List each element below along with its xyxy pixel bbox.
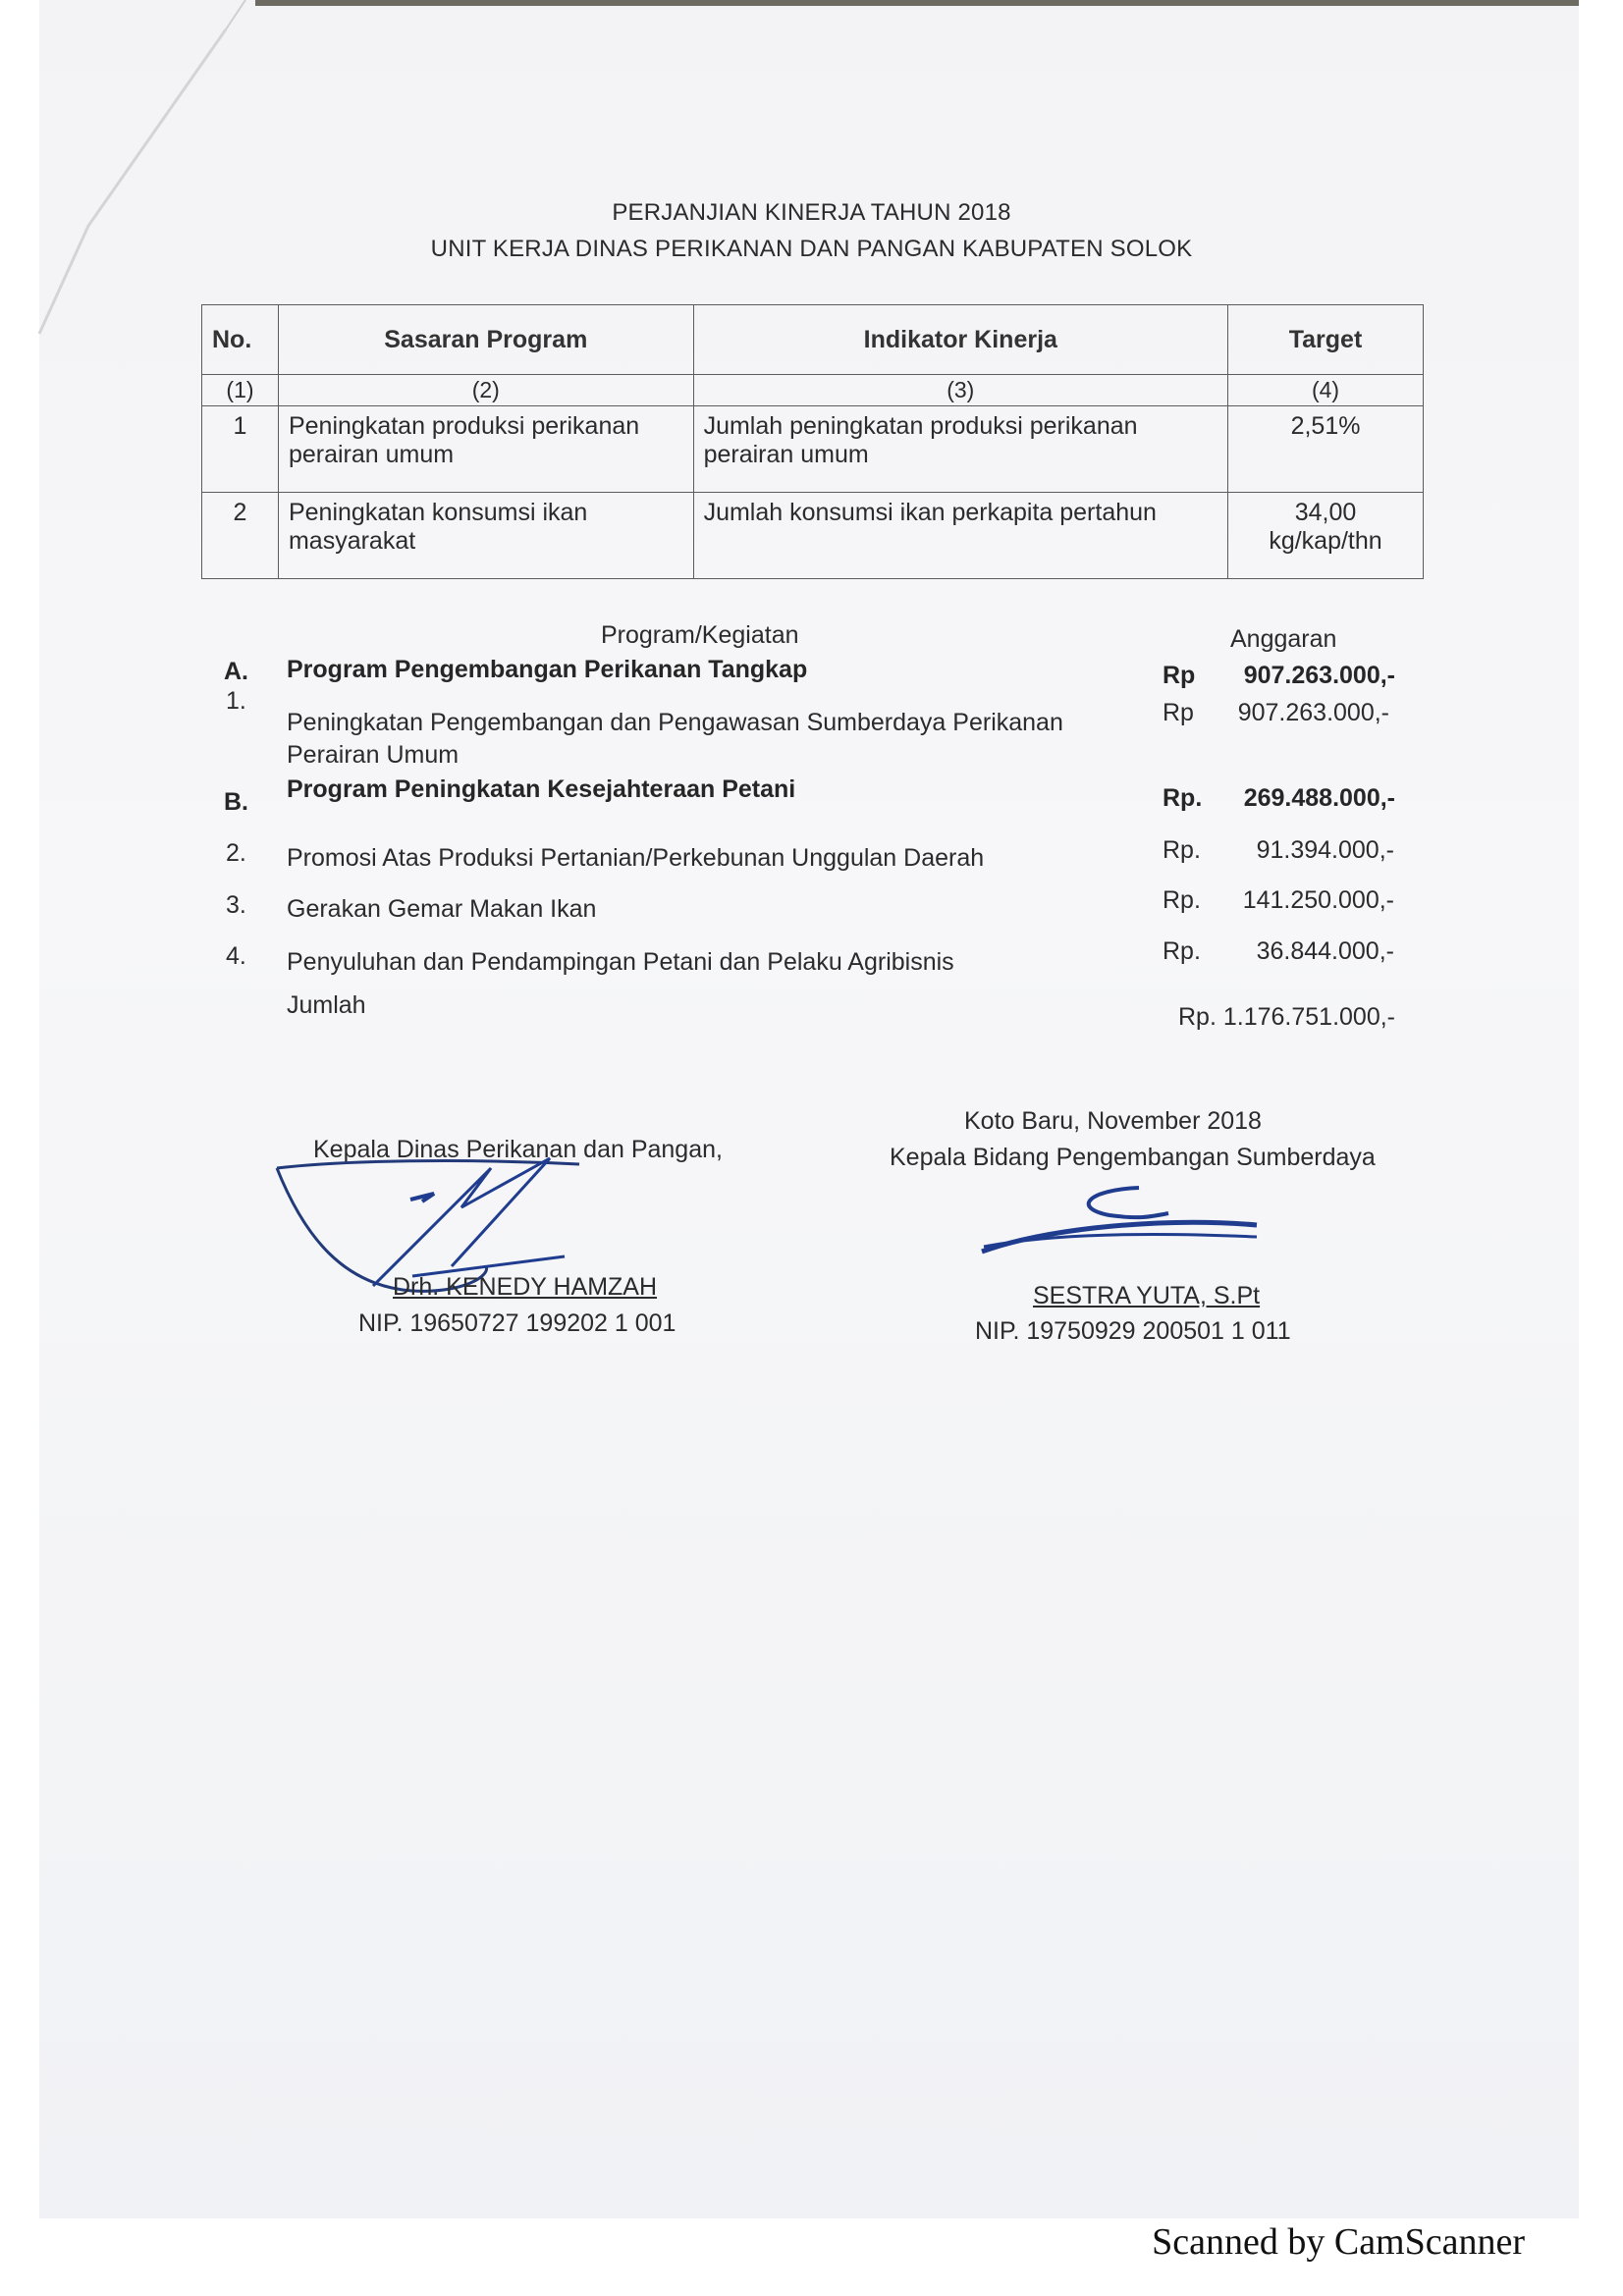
- program-item-amount: 36.844.000,-: [1256, 937, 1394, 965]
- item-mark: 2.: [226, 839, 246, 867]
- header-no: No.: [202, 305, 279, 375]
- item-mark: 3.: [226, 891, 246, 919]
- currency-label: Rp.: [1163, 836, 1201, 864]
- program-item-amount: 907.263.000,-: [1237, 699, 1389, 726]
- numbering-cell: (4): [1228, 375, 1424, 406]
- right-signatory-role: Kepala Bidang Pengembangan Sumberdaya: [890, 1144, 1376, 1171]
- header-sasaran: Sasaran Program: [278, 305, 693, 375]
- total-amount: Rp. 1.176.751.000,-: [1178, 1003, 1395, 1031]
- row-target: 2,51%: [1228, 406, 1424, 493]
- numbering-cell: (1): [202, 375, 279, 406]
- currency-label: Rp.: [1163, 784, 1203, 812]
- right-signature-scribble: [972, 1178, 1267, 1266]
- right-signatory-name: SESTRA YUTA, S.Pt: [1033, 1282, 1261, 1309]
- currency-label: Rp.: [1163, 886, 1201, 914]
- row-no: 1: [202, 406, 279, 493]
- header-target: Target: [1228, 305, 1424, 375]
- table-header-row: [202, 305, 1424, 375]
- program-item-label: Promosi Atas Produksi Pertanian/Perkebunan Unggulan Daerah: [287, 844, 985, 872]
- program-item-label: Penyuluhan dan Pendampingan Petani dan Pelaku Agribisnis: [287, 948, 954, 976]
- row-sasaran: Peningkatan produksi perikanan perairan umum: [278, 406, 693, 493]
- page-top-edge: [255, 0, 1579, 6]
- paper-fold-line: [0, 0, 295, 353]
- header-indikator: Indikator Kinerja: [693, 305, 1227, 375]
- item-mark: 4.: [226, 942, 246, 970]
- currency-label: Rp.: [1163, 937, 1201, 965]
- place-date: Koto Baru, November 2018: [964, 1107, 1262, 1135]
- item-mark: B.: [224, 788, 248, 816]
- program-item-label: Program Peningkatan Kesejahteraan Petani: [287, 775, 796, 803]
- left-signatory-name: Drh. KENEDY HAMZAH: [393, 1273, 658, 1301]
- left-signature-scribble: [265, 1129, 619, 1296]
- total-label: Jumlah: [287, 991, 366, 1019]
- program-column-header: Program/Kegiatan: [601, 621, 799, 649]
- currency-label: Rp: [1163, 662, 1196, 689]
- program-item-amount: 91.394.000,-: [1256, 836, 1394, 864]
- numbering-cell: (3): [693, 375, 1227, 406]
- table-numbering-row: [202, 375, 1424, 406]
- right-signatory-nip: NIP. 19750929 200501 1 011: [975, 1317, 1291, 1345]
- left-signatory-nip: NIP. 19650727 199202 1 001: [358, 1309, 676, 1337]
- anggaran-column-header: Anggaran: [1230, 625, 1337, 653]
- program-item-label: Gerakan Gemar Makan Ikan: [287, 895, 597, 923]
- document-title: PERJANJIAN KINERJA TAHUN 2018: [612, 199, 1011, 226]
- table-row: [202, 493, 1424, 579]
- row-sasaran: Peningkatan konsumsi ikan masyarakat: [278, 493, 693, 579]
- program-item-label-cont: Perairan Umum: [287, 741, 460, 769]
- numbering-cell: (2): [278, 375, 693, 406]
- program-item-label: Peningkatan Pengembangan dan Pengawasan Sumberdaya Perikanan: [287, 709, 1063, 736]
- program-item-amount: 269.488.000,-: [1243, 784, 1395, 812]
- performance-table: [201, 304, 1424, 579]
- row-indikator: Jumlah peningkatan produksi perikanan perairan umum: [693, 406, 1227, 493]
- row-target: 34,00 kg/kap/thn: [1228, 493, 1424, 579]
- program-item-amount: 141.250.000,-: [1242, 886, 1394, 914]
- item-mark: 1.: [226, 687, 246, 715]
- item-mark: A.: [224, 658, 248, 685]
- program-item-amount: 907.263.000,-: [1243, 662, 1395, 689]
- scanner-watermark: Scanned by CamScanner: [1152, 2221, 1525, 2263]
- program-item-label: Program Pengembangan Perikanan Tangkap: [287, 656, 808, 683]
- row-no: 2: [202, 493, 279, 579]
- document-subtitle: UNIT KERJA DINAS PERIKANAN DAN PANGAN KABUPATEN SOLOK: [430, 236, 1193, 262]
- table-row: [202, 406, 1424, 493]
- currency-label: Rp: [1163, 699, 1194, 726]
- row-indikator: Jumlah konsumsi ikan perkapita pertahun: [693, 493, 1227, 579]
- left-signatory-role: Kepala Dinas Perikanan dan Pangan,: [313, 1136, 723, 1163]
